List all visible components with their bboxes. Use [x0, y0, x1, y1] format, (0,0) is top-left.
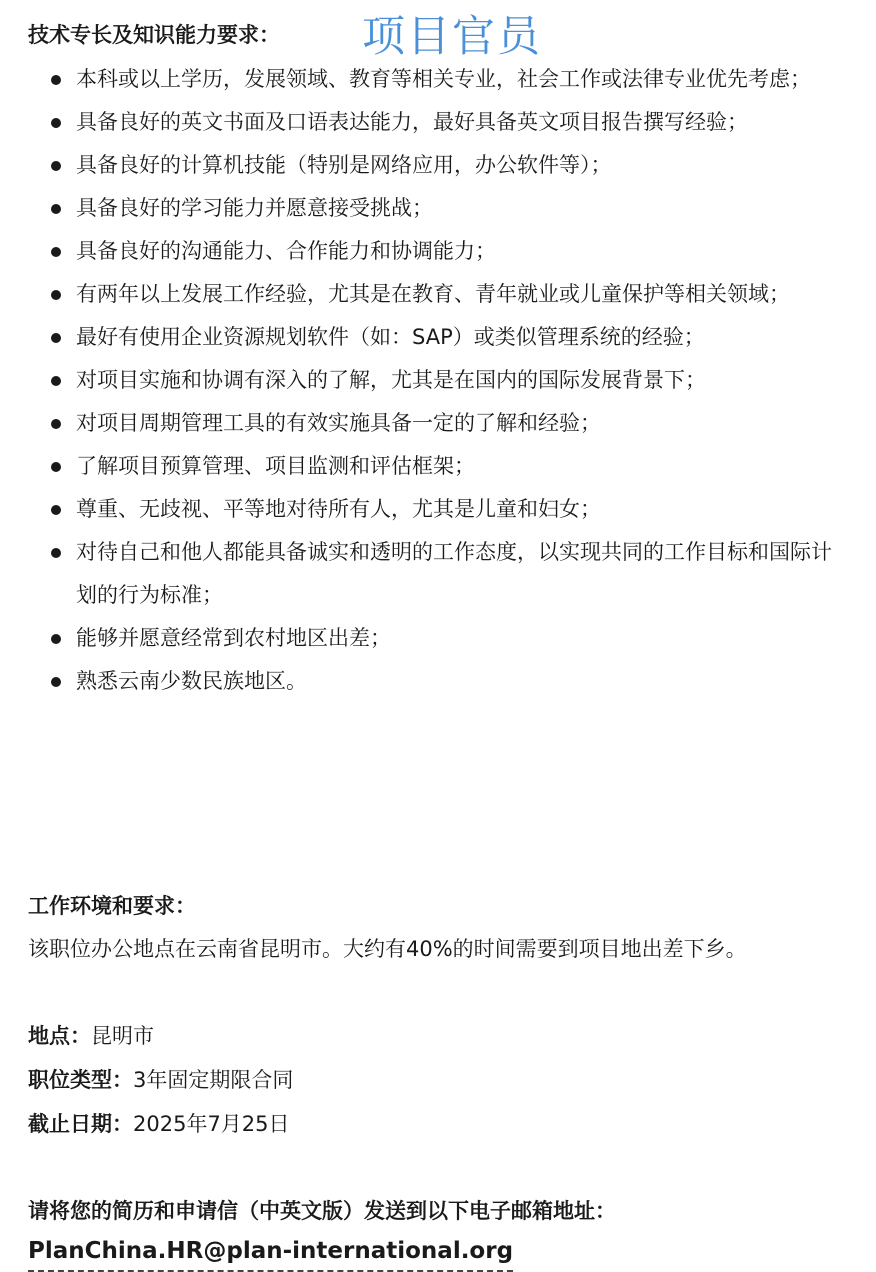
list-item-text: 对项目实施和协调有深入的了解，尤其是在国内的国际发展背景下；: [76, 368, 706, 392]
job-type-row: [28, 1065, 293, 1095]
list-item-text: 具备良好的沟通能力、合作能力和协调能力；: [76, 239, 496, 263]
skills-list: [0, 58, 876, 703]
bullet-icon: [51, 419, 61, 429]
bullet-icon: [51, 548, 61, 558]
deadline-row: [28, 1109, 290, 1139]
list-item: [0, 445, 876, 488]
list-item: [0, 531, 876, 617]
bullet-icon: [51, 462, 61, 472]
bullet-icon: [51, 161, 61, 171]
environment-text: 该职位办公地点在云南省昆明市。大约有40%的时间需要到项目地出差下乡。: [28, 937, 747, 961]
bullet-icon: [51, 677, 61, 687]
list-item-text: 能够并愿意经常到农村地区出差；: [76, 626, 391, 650]
list-item-text: 具备良好的英文书面及口语表达能力，最好具备英文项目报告撰写经验；: [76, 110, 748, 134]
bullet-icon: [51, 247, 61, 257]
bullet-icon: [51, 505, 61, 515]
list-item-text: 本科或以上学历，发展领域、教育等相关专业，社会工作或法律专业优先考虑；: [76, 67, 811, 91]
list-item: [0, 58, 876, 101]
list-item: [0, 187, 876, 230]
position-title: 项目官员: [362, 12, 542, 62]
list-item: [0, 101, 876, 144]
list-item: [0, 617, 876, 660]
bullet-icon: [51, 376, 61, 386]
location-row: [28, 1021, 154, 1051]
list-item: [0, 273, 876, 316]
list-item-text: 了解项目预算管理、项目监测和评估框架；: [76, 454, 475, 478]
list-item-text: 对待自己和他人都能具备诚实和透明的工作态度，以实现共同的工作目标和国际计划的行为标准；: [76, 540, 832, 607]
list-item: [0, 402, 876, 445]
list-item: [0, 316, 876, 359]
environment-heading: 工作环境和要求：: [28, 894, 196, 918]
deadline-label: 截止日期：: [28, 1112, 133, 1136]
list-item-text: 具备良好的计算机技能（特别是网络应用，办公软件等）；: [76, 153, 612, 177]
list-item-text: 尊重、无歧视、平等地对待所有人，尤其是儿童和妇女；: [76, 497, 601, 521]
bullet-icon: [51, 204, 61, 214]
list-item-text: 有两年以上发展工作经验，尤其是在教育、青年就业或儿童保护等相关领域；: [76, 282, 790, 306]
job-type-label: 职位类型：: [28, 1068, 133, 1092]
list-item: [0, 230, 876, 273]
apply-heading: 请将您的简历和申请信（中英文版）发送到以下电子邮箱地址：: [28, 1199, 616, 1223]
list-item-text: 熟悉云南少数民族地区。: [76, 669, 307, 693]
list-item: [0, 488, 876, 531]
bullet-icon: [51, 118, 61, 128]
bullet-icon: [51, 290, 61, 300]
bullet-icon: [51, 333, 61, 343]
list-item-text: 最好有使用企业资源规划软件（如：SAP）或类似管理系统的经验；: [76, 325, 705, 349]
list-item-text: 具备良好的学习能力并愿意接受挑战；: [76, 196, 433, 220]
list-item-text: 对项目周期管理工具的有效实施具备一定的了解和经验；: [76, 411, 601, 435]
location-label: 地点：: [28, 1024, 91, 1048]
bullet-icon: [51, 634, 61, 644]
list-item: [0, 660, 876, 703]
location-value: 昆明市: [91, 1024, 154, 1048]
bullet-icon: [51, 75, 61, 85]
email-link[interactable]: PlanChina.HR@plan-international.org: [28, 1236, 513, 1272]
list-item: [0, 359, 876, 402]
skills-heading: 技术专长及知识能力要求：: [28, 23, 280, 47]
job-type-value: 3年固定期限合同: [133, 1068, 294, 1092]
deadline-value: 2025年7月25日: [133, 1112, 290, 1136]
list-item: [0, 144, 876, 187]
